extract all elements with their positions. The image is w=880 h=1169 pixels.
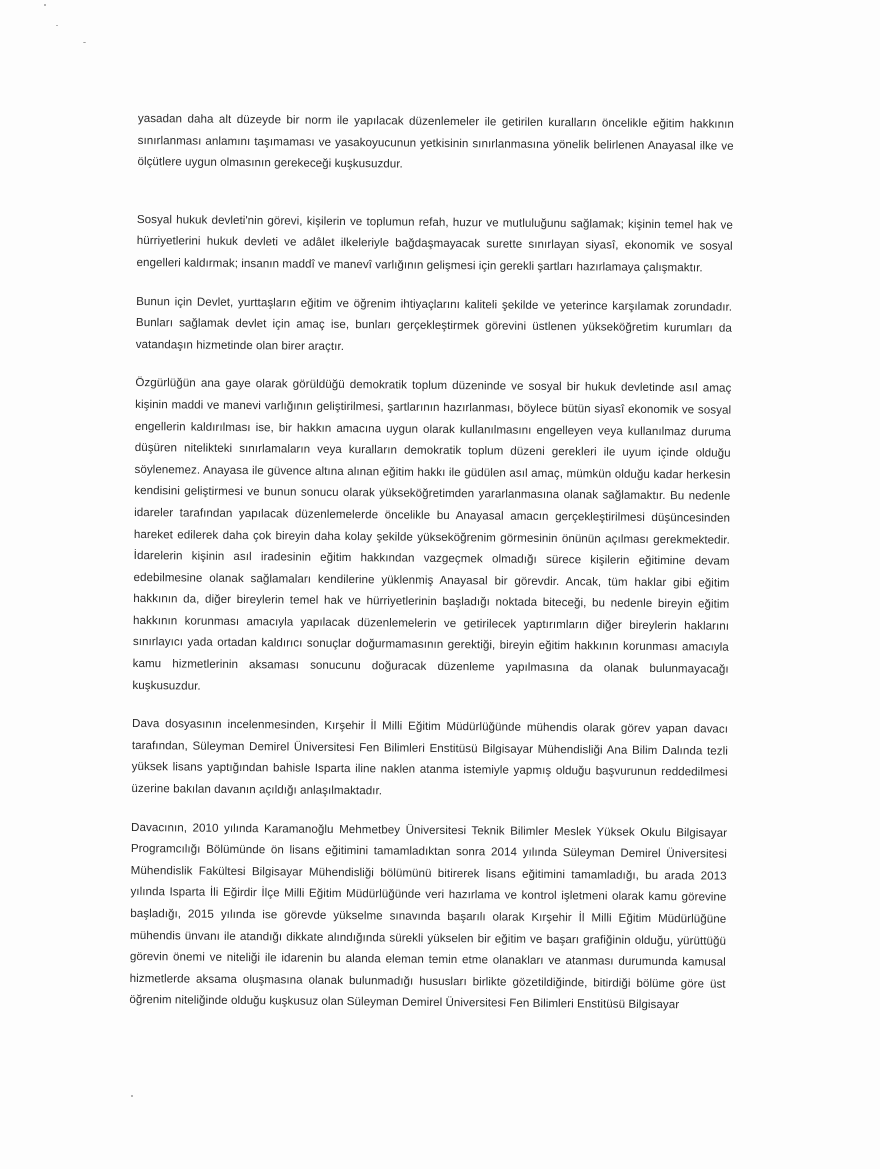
scan-speck bbox=[83, 42, 86, 43]
scan-speck bbox=[131, 1095, 133, 1097]
document-body bbox=[129, 108, 734, 1034]
paragraph-4: Özgürlüğün ana gaye olarak görüldüğü demokratik toplum düzeninde ve sosyal bir hukuk devletinde asıl amaç kişinin maddi ve manevi varlığının geliştirilmesi, şartlarının hazırlanması, böylece bütün siyasî ekonomik ve sosyal engellerin kaldırılması ise, bir hakkın amacına uygun olarak kullanılmasını engelleyen veya kullanılmaz duruma düşüren nitelikteki sınırlamaların veya kuralların demokratik toplum düzeni gerekleri ile uyum içinde olduğu söylenemez. Anayasa ile güvence altına alınan eğitim hakkı ile güdülen asıl amaç, mümkün olduğu kadar herkesin kendisini geliştirmesi ve bunun sonucu olarak yükseköğretimden yararlanmasına olanak sağlamaktır. Bu nedenle idareler tarafından yapılacak düzenlemelerde öncelikle bu Anayasal amacın gerçekleştirilmesi düşüncesinden hareket edilerek daha çok bireyin daha kolay şekilde yükseköğrenim görmesinin önünün açılması gerekmektedir. İdarelerin kişinin asıl iradesinin eğitim hakkından vazgeçmek olmadığı sürece kişilerin eğitimine devam edebilmesine olanak sağlamaları kendilerine yüklenmiş Anayasal bir görevdir. Ancak, tüm haklar gibi eğitim hakkının da, diğer bireylerin temel hak ve hürriyetlerinin başladığı noktada biteceği, bu nedenle bireyin eğitim hakkının korunması amacıyla yapılacak düzenlemelerin ve getirilecek yaptırımların diğer bireylerin haklarını sınırlayıcı yada ortadan kaldırıcı sonuçlar doğurmamasının gerektiği, bireyin eğitim hakkının korunması amacıyla kamu hizmetlerinin aksaması sonucunu doğuracak düzenleme yapılmasına da olanak bulunmayacağı kuşkusuzdur. bbox=[132, 376, 732, 693]
paragraph-3: Bunun için Devlet, yurttaşların eğitim ve öğrenim ihtiyaçlarını kaliteli şekilde ve yeterince karşılamak zorundadır. Bunları sağlamak devlet için amaç ise, bunları gerçekleştirmek görevini üstlenen yükseköğretim kurumları da vatandaşın hizmetinde olan birer araçtır. bbox=[135, 294, 733, 353]
paragraph-6: Davacının, 2010 yılında Karamanoğlu Mehmetbey Üniversitesi Teknik Bilimler Meslek Yüksek Okulu Bilgisayar Programcılığı Bölümünde ön lisans eğitimini tamamladıktan sonra 2014 yılında Süleyman Demirel Üniversitesi Mühendislik Fakültesi Bilgisayar Mühendisliği bölümünü bitirerek lisans eğitimini tamamladığı, bu arada 2013 yılında Isparta İli Eğirdir İlçe Milli Eğitim Müdürlüğünde veri hazırlama ve kontrol işletmeni olarak kamu görevine başladığı, 2015 yılında ise görevde yükselme sınavında başarılı olarak Kırşehir İl Milli Eğitim Müdürlüğüne mühendis ünvanı ile atandığı dikkate alındığında sürekli yükselen bir eğitim ve başarı grafiğinin olduğu, yürüttüğü görevin önemi ve niteliği ile idarenin bu alanda eleman temin etme olanakları ve atanması durumunda kamusal hizmetlerde aksama oluşmasına olanak bulunmadığı hususları birlikte gözetildiğinde, bitirdiği bölüme göre üst öğrenim niteliğinde olduğu kuşkusuz olan Süleyman Demirel Üniversitesi Fen Bilimleri Enstitüsü Bilgisayar bbox=[129, 820, 728, 1012]
scan-speck bbox=[44, 4, 46, 6]
paragraph-2: Sosyal hukuk devleti'nin görevi, kişilerin ve toplumun refah, huzur ve mutluluğunu sağlamak; kişinin temel hak ve hürriyetlerini hukuk devleti ve adâlet ilkeleriyle bağdaşmayacak surette sınırlayan siyasî, ekonomik ve sosyal engelleri kaldırmak; insanın maddî ve manevî varlığının gelişmesi için gerekli şartları hazırlamaya çalışmaktır. bbox=[136, 212, 733, 275]
paragraph-1: yasadan daha alt düzeyde bir norm ile yapılacak düzenlemeler ile getirilen kuralların öncelikle eğitim hakkının sınırlanması anlamını taşımaması ve yasakoyucunun yetkisinin sınırlanmasına yönelik belirlenen Anayasal ilke ve ölçütlere uygun olmasının gerekeceği kuşkusuzdur. bbox=[137, 111, 734, 171]
paragraph-5: Dava dosyasının incelenmesinden, Kırşehir İl Milli Eğitim Müdürlüğünde mühendis olarak görev yapan davacı tarafından, Süleyman Demirel Üniversitesi Fen Bilimleri Enstitüsü Bilgisayar Mühendisliği Ana Bilim Dalında tezli yüksek lisans yaptığından bahisle Isparta iline naklen atanma istemiyle yapmış olduğu başvurunun reddedilmesi üzerine bakılan davanın açıldığı anlaşılmaktadır. bbox=[131, 717, 729, 798]
scan-speck bbox=[56, 25, 58, 26]
